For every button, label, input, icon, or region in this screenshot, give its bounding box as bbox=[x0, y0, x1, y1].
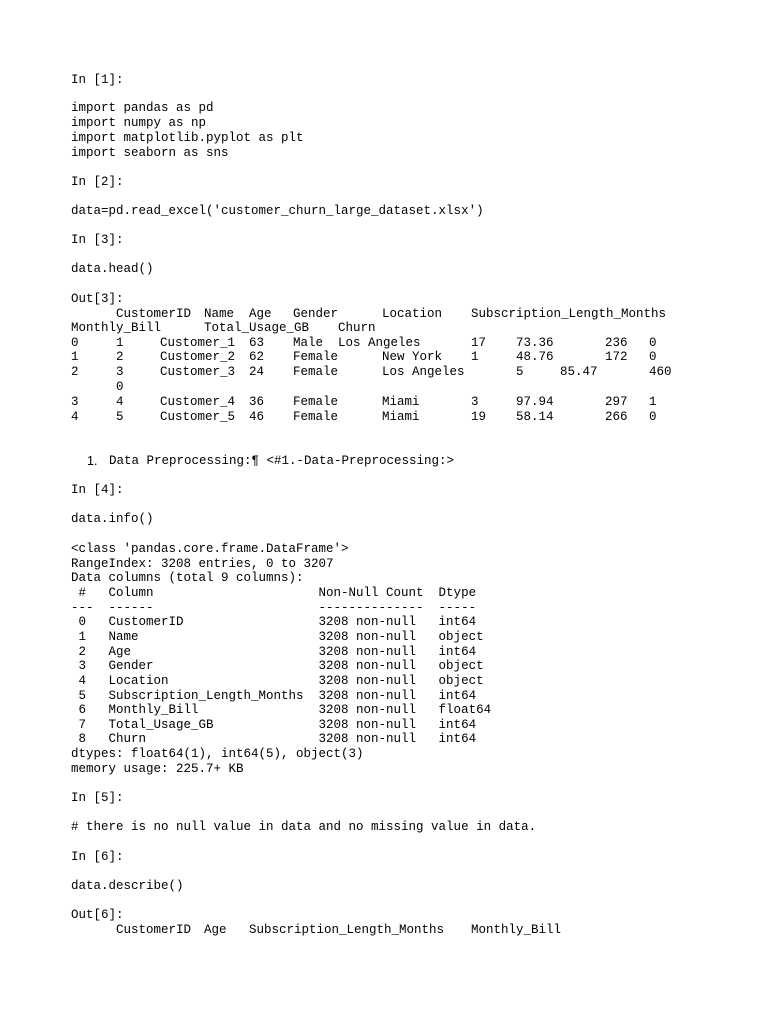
table-cell: 1 bbox=[471, 350, 479, 364]
table-cell: 172 bbox=[605, 350, 628, 364]
table-cell: Los Angeles bbox=[338, 336, 421, 350]
section-number: 1. bbox=[87, 454, 98, 468]
table-cell: 48.76 bbox=[516, 350, 554, 364]
code-line: data.head() bbox=[71, 262, 154, 276]
table-cell: 36 bbox=[249, 395, 265, 409]
table-header: Subscription_Length_Months bbox=[249, 923, 445, 937]
table-cell: 0 bbox=[116, 380, 124, 394]
output-line: RangeIndex: 3208 entries, 0 to 3207 bbox=[71, 557, 334, 571]
table-cell: Customer_5 bbox=[160, 410, 236, 424]
table-header: Gender bbox=[293, 307, 339, 321]
table-header: CustomerID bbox=[116, 307, 192, 321]
code-line: data=pd.read_excel('customer_churn_large_dataset.xlsx') bbox=[71, 204, 484, 218]
table-cell: 1 bbox=[649, 395, 657, 409]
output-line: 8 Churn 3208 non-null int64 bbox=[71, 732, 477, 746]
table-cell: Female bbox=[293, 395, 339, 409]
table-cell: 73.36 bbox=[516, 336, 554, 350]
code-line: import matplotlib.pyplot as plt bbox=[71, 131, 304, 145]
table-header: CustomerID bbox=[116, 923, 192, 937]
table-cell: 2 bbox=[116, 350, 124, 364]
table-cell: 2 bbox=[71, 365, 79, 379]
table-header: Total_Usage_GB bbox=[204, 321, 310, 335]
table-header: Monthly_Bill bbox=[71, 321, 162, 335]
output-line: 2 Age 3208 non-null int64 bbox=[71, 645, 477, 659]
code-line: import pandas as pd bbox=[71, 101, 214, 115]
table-cell: 85.47 bbox=[560, 365, 598, 379]
code-line: import seaborn as sns bbox=[71, 146, 229, 160]
code-line: data.info() bbox=[71, 512, 154, 526]
table-cell: Miami bbox=[382, 395, 420, 409]
table-cell: Female bbox=[293, 365, 339, 379]
output-line: 5 Subscription_Length_Months 3208 non-null int64 bbox=[71, 689, 477, 703]
table-cell: 266 bbox=[605, 410, 628, 424]
in6-prompt: In [6]: bbox=[71, 850, 124, 864]
in4-prompt: In [4]: bbox=[71, 483, 124, 497]
table-cell: Miami bbox=[382, 410, 420, 424]
table-cell: 236 bbox=[605, 336, 628, 350]
table-cell: 0 bbox=[71, 336, 79, 350]
table-cell: 46 bbox=[249, 410, 265, 424]
output-line: dtypes: float64(1), int64(5), object(3) bbox=[71, 747, 364, 761]
table-cell: 62 bbox=[249, 350, 265, 364]
table-cell: Los Angeles bbox=[382, 365, 465, 379]
code-line: data.describe() bbox=[71, 879, 184, 893]
table-cell: Male bbox=[293, 336, 324, 350]
output-line: 0 CustomerID 3208 non-null int64 bbox=[71, 615, 477, 629]
table-cell: 1 bbox=[116, 336, 124, 350]
output-line: 6 Monthly_Bill 3208 non-null float64 bbox=[71, 703, 492, 717]
table-cell: Customer_2 bbox=[160, 350, 236, 364]
table-cell: Customer_4 bbox=[160, 395, 236, 409]
table-cell: 0 bbox=[649, 410, 657, 424]
in1-prompt: In [1]: bbox=[71, 73, 124, 87]
table-cell: 460 bbox=[649, 365, 672, 379]
table-header: Name bbox=[204, 307, 235, 321]
table-cell: Customer_1 bbox=[160, 336, 236, 350]
code-line: import numpy as np bbox=[71, 116, 207, 130]
table-cell: Customer_3 bbox=[160, 365, 236, 379]
table-cell: 1 bbox=[71, 350, 79, 364]
in2-prompt: In [2]: bbox=[71, 175, 124, 189]
code-comment: # there is no null value in data and no missing value in data. bbox=[71, 820, 537, 834]
in3-prompt: In [3]: bbox=[71, 233, 124, 247]
output-line: memory usage: 225.7+ KB bbox=[71, 762, 244, 776]
table-header: Age bbox=[204, 923, 227, 937]
table-header: Age bbox=[249, 307, 272, 321]
table-header: Location bbox=[382, 307, 443, 321]
table-cell: 3 bbox=[71, 395, 79, 409]
table-cell: 3 bbox=[116, 365, 124, 379]
output-line: <class 'pandas.core.frame.DataFrame'> bbox=[71, 542, 349, 556]
table-cell: 0 bbox=[649, 336, 657, 350]
output-line: 4 Location 3208 non-null object bbox=[71, 674, 484, 688]
table-cell: 58.14 bbox=[516, 410, 554, 424]
out6-prompt: Out[6]: bbox=[71, 908, 124, 922]
output-line: 1 Name 3208 non-null object bbox=[71, 630, 484, 644]
table-cell: 17 bbox=[471, 336, 487, 350]
table-cell: 5 bbox=[516, 365, 524, 379]
table-cell: New York bbox=[382, 350, 443, 364]
table-cell: 0 bbox=[649, 350, 657, 364]
out3-prompt: Out[3]: bbox=[71, 292, 124, 306]
table-cell: Female bbox=[293, 410, 339, 424]
table-header: Monthly_Bill bbox=[471, 923, 562, 937]
output-line: 3 Gender 3208 non-null object bbox=[71, 659, 484, 673]
output-line: Data columns (total 9 columns): bbox=[71, 571, 304, 585]
table-cell: 3 bbox=[471, 395, 479, 409]
output-line: 7 Total_Usage_GB 3208 non-null int64 bbox=[71, 718, 477, 732]
output-line: # Column Non-Null Count Dtype bbox=[71, 586, 477, 600]
table-header: Churn bbox=[338, 321, 376, 335]
table-cell: 4 bbox=[116, 395, 124, 409]
table-cell: Female bbox=[293, 350, 339, 364]
table-cell: 5 bbox=[116, 410, 124, 424]
table-cell: 24 bbox=[249, 365, 265, 379]
section-heading-link[interactable]: Data Preprocessing:¶ <#1.-Data-Preprocessing:> bbox=[109, 454, 455, 468]
table-cell: 4 bbox=[71, 410, 79, 424]
table-cell: 97.94 bbox=[516, 395, 554, 409]
table-cell: 19 bbox=[471, 410, 487, 424]
table-cell: 63 bbox=[249, 336, 265, 350]
output-line: --- ------ -------------- ----- bbox=[71, 601, 477, 615]
table-header: Subscription_Length_Months bbox=[471, 307, 667, 321]
in5-prompt: In [5]: bbox=[71, 791, 124, 805]
table-cell: 297 bbox=[605, 395, 628, 409]
